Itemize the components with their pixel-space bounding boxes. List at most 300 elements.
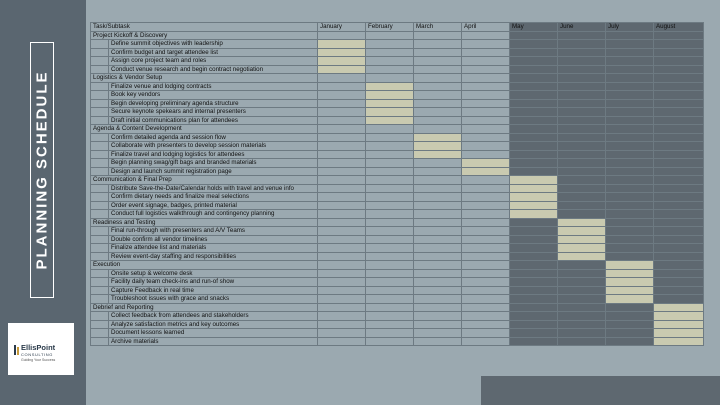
- phase-row: [91, 125, 704, 134]
- schedule-cell-active: [510, 201, 558, 210]
- schedule-cell: [318, 176, 366, 185]
- schedule-cell: [606, 74, 654, 83]
- footer-band-left: [86, 376, 481, 405]
- schedule-cell: [606, 337, 654, 346]
- schedule-cell: [366, 286, 414, 295]
- schedule-cell: [366, 57, 414, 66]
- schedule-cell: [366, 312, 414, 321]
- schedule-cell: [558, 193, 606, 202]
- schedule-cell: [654, 57, 704, 66]
- schedule-cell: [366, 74, 414, 83]
- schedule-cell: [318, 125, 366, 134]
- schedule-cell: [366, 125, 414, 134]
- schedule-cell: [318, 210, 366, 219]
- footer-band-right: [481, 376, 720, 405]
- schedule-cell: [606, 40, 654, 49]
- schedule-cell: [462, 286, 510, 295]
- schedule-cell: [366, 184, 414, 193]
- schedule-cell: [510, 278, 558, 287]
- schedule-cell: [462, 99, 510, 108]
- indent-cell: [91, 99, 109, 108]
- schedule-cell: [606, 320, 654, 329]
- schedule-cell: [654, 235, 704, 244]
- logo-tagline: Guiding Your Success: [21, 358, 56, 362]
- schedule-cell: [654, 184, 704, 193]
- schedule-cell: [318, 261, 366, 270]
- schedule-cell: [558, 125, 606, 134]
- table-header-row: [91, 23, 704, 32]
- indent-cell: [91, 193, 109, 202]
- schedule-cell: [414, 40, 462, 49]
- schedule-cell: [318, 201, 366, 210]
- task-row: [91, 167, 704, 176]
- schedule-cell: [558, 116, 606, 125]
- schedule-cell-active: [558, 244, 606, 253]
- schedule-cell: [318, 320, 366, 329]
- indent-cell: [91, 320, 109, 329]
- schedule-cell: [510, 167, 558, 176]
- schedule-cell: [414, 82, 462, 91]
- schedule-cell: [318, 269, 366, 278]
- schedule-cell: [414, 269, 462, 278]
- title-frame: [30, 42, 54, 298]
- task-label: Confirm budget and target attendee list: [109, 48, 318, 57]
- schedule-cell-active: [654, 312, 704, 321]
- schedule-cell: [414, 235, 462, 244]
- schedule-cell: [462, 312, 510, 321]
- schedule-cell: [510, 133, 558, 142]
- schedule-cell: [462, 74, 510, 83]
- schedule-cell: [606, 176, 654, 185]
- schedule-cell: [606, 99, 654, 108]
- schedule-cell: [654, 218, 704, 227]
- schedule-cell: [462, 48, 510, 57]
- task-row: [91, 244, 704, 253]
- indent-cell: [91, 108, 109, 117]
- schedule-cell: [606, 184, 654, 193]
- schedule-cell: [318, 31, 366, 40]
- indent-cell: [91, 329, 109, 338]
- schedule-cell: [366, 320, 414, 329]
- indent-cell: [91, 167, 109, 176]
- schedule-cell-active: [318, 48, 366, 57]
- task-label: Define summit objectives with leadership: [109, 40, 318, 49]
- schedule-cell: [558, 65, 606, 74]
- schedule-cell: [318, 133, 366, 142]
- schedule-cell: [318, 193, 366, 202]
- schedule-cell: [510, 235, 558, 244]
- month-header: April: [462, 23, 510, 32]
- schedule-cell-active: [366, 108, 414, 117]
- schedule-cell: [462, 235, 510, 244]
- schedule-cell: [654, 261, 704, 270]
- task-row: [91, 227, 704, 236]
- task-label: Conduct venue research and begin contract negotiation: [109, 65, 318, 74]
- phase-label: Logistics & Vendor Setup: [91, 74, 318, 83]
- indent-cell: [91, 40, 109, 49]
- task-label: Analyze satisfaction metrics and key outcomes: [109, 320, 318, 329]
- schedule-cell-active: [414, 133, 462, 142]
- month-header: February: [366, 23, 414, 32]
- schedule-cell: [510, 108, 558, 117]
- schedule-cell: [366, 218, 414, 227]
- task-row: [91, 269, 704, 278]
- task-row: [91, 159, 704, 168]
- phase-label: Agenda & Content Development: [91, 125, 318, 134]
- schedule-cell: [366, 201, 414, 210]
- schedule-cell: [654, 65, 704, 74]
- schedule-cell: [606, 150, 654, 159]
- schedule-cell: [606, 116, 654, 125]
- schedule-cell: [510, 269, 558, 278]
- schedule-cell: [558, 74, 606, 83]
- schedule-cell: [414, 91, 462, 100]
- schedule-cell: [558, 82, 606, 91]
- task-row: [91, 278, 704, 287]
- schedule-cell: [558, 312, 606, 321]
- schedule-cell: [462, 210, 510, 219]
- schedule-cell: [654, 82, 704, 91]
- schedule-cell: [366, 210, 414, 219]
- schedule-cell: [366, 235, 414, 244]
- schedule-cell: [462, 303, 510, 312]
- schedule-cell: [366, 261, 414, 270]
- schedule-cell: [462, 193, 510, 202]
- phase-row: [91, 31, 704, 40]
- schedule-cell: [318, 142, 366, 151]
- schedule-cell: [318, 295, 366, 304]
- schedule-cell: [414, 303, 462, 312]
- indent-cell: [91, 57, 109, 66]
- phase-label: Debrief and Reporting: [91, 303, 318, 312]
- schedule-cell: [414, 252, 462, 261]
- schedule-cell: [558, 40, 606, 49]
- indent-cell: [91, 184, 109, 193]
- schedule-cell-active: [510, 176, 558, 185]
- table-body: [91, 31, 704, 346]
- schedule-cell: [558, 337, 606, 346]
- schedule-cell: [654, 40, 704, 49]
- task-label: Design and launch summit registration page: [109, 167, 318, 176]
- task-label: Capture Feedback in real time: [109, 286, 318, 295]
- task-label: Begin developing preliminary agenda structure: [109, 99, 318, 108]
- schedule-cell: [654, 295, 704, 304]
- schedule-cell-active: [366, 82, 414, 91]
- schedule-cell: [558, 201, 606, 210]
- schedule-cell: [462, 227, 510, 236]
- phase-label: Readiness and Testing: [91, 218, 318, 227]
- schedule-cell: [510, 116, 558, 125]
- phase-label: Project Kickoff & Discovery: [91, 31, 318, 40]
- schedule-cell: [510, 320, 558, 329]
- schedule-cell: [654, 91, 704, 100]
- schedule-cell-active: [462, 167, 510, 176]
- schedule-cell: [462, 31, 510, 40]
- schedule-cell: [558, 295, 606, 304]
- task-label: Facility daily team check-ins and run-of show: [109, 278, 318, 287]
- month-header: August: [654, 23, 704, 32]
- schedule-cell: [366, 303, 414, 312]
- schedule-cell: [558, 91, 606, 100]
- task-label: Begin planning swag/gift bags and branded materials: [109, 159, 318, 168]
- schedule-cell: [462, 320, 510, 329]
- schedule-cell: [414, 261, 462, 270]
- schedule-cell: [462, 142, 510, 151]
- schedule-cell-active: [414, 142, 462, 151]
- task-row: [91, 133, 704, 142]
- task-row: [91, 184, 704, 193]
- schedule-cell: [606, 91, 654, 100]
- schedule-cell: [318, 82, 366, 91]
- schedule-cell: [462, 82, 510, 91]
- schedule-cell-active: [558, 235, 606, 244]
- month-header: March: [414, 23, 462, 32]
- schedule-cell: [606, 329, 654, 338]
- schedule-cell: [462, 40, 510, 49]
- schedule-cell: [462, 57, 510, 66]
- schedule-cell-active: [558, 252, 606, 261]
- task-label: Collect feedback from attendees and stakeholders: [109, 312, 318, 321]
- schedule-cell: [606, 252, 654, 261]
- schedule-cell: [654, 210, 704, 219]
- schedule-cell: [510, 227, 558, 236]
- schedule-cell: [654, 227, 704, 236]
- task-label: Confirm detailed agenda and session flow: [109, 133, 318, 142]
- task-row: [91, 252, 704, 261]
- schedule-cell: [414, 65, 462, 74]
- schedule-cell: [414, 57, 462, 66]
- task-row: [91, 320, 704, 329]
- schedule-cell: [606, 65, 654, 74]
- indent-cell: [91, 244, 109, 253]
- schedule-cell: [318, 99, 366, 108]
- schedule-cell: [510, 99, 558, 108]
- schedule-cell: [654, 125, 704, 134]
- schedule-cell: [558, 269, 606, 278]
- schedule-cell: [654, 286, 704, 295]
- schedule-cell: [414, 48, 462, 57]
- schedule-cell: [558, 303, 606, 312]
- schedule-cell: [318, 278, 366, 287]
- schedule-cell: [558, 167, 606, 176]
- schedule-cell-active: [366, 91, 414, 100]
- schedule-cell: [462, 133, 510, 142]
- logo-name: EllisPoint: [21, 343, 56, 352]
- phase-row: [91, 218, 704, 227]
- schedule-cell: [414, 99, 462, 108]
- schedule-cell: [414, 125, 462, 134]
- schedule-cell: [366, 31, 414, 40]
- task-row: [91, 142, 704, 151]
- schedule-cell: [318, 244, 366, 253]
- schedule-cell: [654, 201, 704, 210]
- schedule-cell: [318, 312, 366, 321]
- schedule-cell: [366, 252, 414, 261]
- schedule-cell: [414, 286, 462, 295]
- schedule-cell: [318, 184, 366, 193]
- task-label: Assign core project team and roles: [109, 57, 318, 66]
- schedule-cell: [366, 227, 414, 236]
- schedule-cell: [318, 150, 366, 159]
- schedule-cell-active: [414, 150, 462, 159]
- schedule-cell: [414, 278, 462, 287]
- schedule-cell: [510, 48, 558, 57]
- schedule-cell: [318, 235, 366, 244]
- schedule-cell: [510, 74, 558, 83]
- task-row: [91, 329, 704, 338]
- schedule-cell: [366, 278, 414, 287]
- task-label: Collaborate with presenters to develop session materials: [109, 142, 318, 151]
- schedule-cell: [606, 57, 654, 66]
- schedule-cell: [414, 337, 462, 346]
- schedule-cell: [462, 108, 510, 117]
- schedule-cell: [366, 159, 414, 168]
- schedule-cell: [606, 235, 654, 244]
- schedule-cell: [654, 116, 704, 125]
- schedule-cell: [318, 116, 366, 125]
- schedule-cell-active: [462, 159, 510, 168]
- schedule-cell: [510, 252, 558, 261]
- schedule-cell: [606, 193, 654, 202]
- schedule-cell: [366, 176, 414, 185]
- schedule-cell: [654, 278, 704, 287]
- schedule-cell: [558, 48, 606, 57]
- schedule-cell: [558, 261, 606, 270]
- task-label: Archive materials: [109, 337, 318, 346]
- schedule-cell: [462, 65, 510, 74]
- schedule-cell: [318, 329, 366, 338]
- schedule-cell-active: [366, 116, 414, 125]
- indent-cell: [91, 116, 109, 125]
- task-row: [91, 312, 704, 321]
- schedule-cell-active: [654, 329, 704, 338]
- indent-cell: [91, 252, 109, 261]
- schedule-cell: [414, 320, 462, 329]
- schedule-cell: [462, 218, 510, 227]
- schedule-cell: [558, 150, 606, 159]
- indent-cell: [91, 295, 109, 304]
- task-row: [91, 286, 704, 295]
- schedule-cell: [510, 303, 558, 312]
- schedule-cell: [462, 295, 510, 304]
- schedule-cell: [366, 337, 414, 346]
- schedule-cell-active: [606, 286, 654, 295]
- schedule-cell: [654, 133, 704, 142]
- schedule-cell: [462, 150, 510, 159]
- schedule-cell: [366, 329, 414, 338]
- schedule-cell: [318, 218, 366, 227]
- month-header: May: [510, 23, 558, 32]
- schedule-cell: [606, 142, 654, 151]
- schedule-cell: [414, 244, 462, 253]
- phase-row: [91, 74, 704, 83]
- month-header: June: [558, 23, 606, 32]
- indent-cell: [91, 82, 109, 91]
- schedule-cell: [414, 312, 462, 321]
- schedule-cell: [606, 201, 654, 210]
- schedule-cell: [318, 227, 366, 236]
- schedule-cell-active: [510, 193, 558, 202]
- task-row: [91, 108, 704, 117]
- schedule-cell: [366, 167, 414, 176]
- task-row: [91, 82, 704, 91]
- schedule-cell: [366, 133, 414, 142]
- task-label: Finalize travel and lodging logistics for attendees: [109, 150, 318, 159]
- indent-cell: [91, 210, 109, 219]
- schedule-cell: [606, 48, 654, 57]
- schedule-cell: [510, 57, 558, 66]
- schedule-cell: [462, 125, 510, 134]
- schedule-cell: [510, 125, 558, 134]
- schedule-cell-active: [510, 210, 558, 219]
- task-row: [91, 235, 704, 244]
- schedule-cell: [414, 108, 462, 117]
- schedule-cell: [654, 31, 704, 40]
- schedule-cell-active: [318, 65, 366, 74]
- task-row: [91, 65, 704, 74]
- schedule-cell: [558, 329, 606, 338]
- schedule-cell: [510, 295, 558, 304]
- schedule-cell-active: [606, 278, 654, 287]
- schedule-cell: [654, 150, 704, 159]
- schedule-cell: [318, 167, 366, 176]
- schedule-table: [90, 22, 704, 346]
- schedule-cell: [510, 159, 558, 168]
- schedule-cell: [462, 278, 510, 287]
- schedule-cell: [462, 337, 510, 346]
- schedule-cell: [606, 31, 654, 40]
- schedule-cell: [414, 227, 462, 236]
- schedule-cell: [558, 176, 606, 185]
- task-label: Distribute Save-the-Date/Calendar holds with travel and venue info: [109, 184, 318, 193]
- schedule-cell: [414, 74, 462, 83]
- task-label: Confirm dietary needs and finalize meal selections: [109, 193, 318, 202]
- task-label: Document lessons learned: [109, 329, 318, 338]
- schedule-cell: [366, 65, 414, 74]
- task-row: [91, 150, 704, 159]
- logo-mark-icon: [14, 345, 20, 355]
- indent-cell: [91, 133, 109, 142]
- phase-row: [91, 303, 704, 312]
- schedule-cell: [414, 31, 462, 40]
- page-title: PLANNING SCHEDULE: [33, 70, 51, 270]
- schedule-cell: [606, 108, 654, 117]
- indent-cell: [91, 150, 109, 159]
- indent-cell: [91, 91, 109, 100]
- schedule-cell: [462, 201, 510, 210]
- schedule-cell: [414, 201, 462, 210]
- schedule-cell: [462, 91, 510, 100]
- schedule-cell-active: [654, 320, 704, 329]
- schedule-cell: [366, 295, 414, 304]
- schedule-cell: [510, 244, 558, 253]
- schedule-cell: [654, 269, 704, 278]
- schedule-cell: [462, 176, 510, 185]
- schedule-cell: [558, 210, 606, 219]
- schedule-cell: [414, 167, 462, 176]
- schedule-cell: [558, 142, 606, 151]
- indent-cell: [91, 312, 109, 321]
- schedule-cell: [366, 193, 414, 202]
- schedule-cell: [654, 193, 704, 202]
- task-label: Troubleshoot issues with grace and snacks: [109, 295, 318, 304]
- schedule-cell-active: [654, 303, 704, 312]
- task-row: [91, 116, 704, 125]
- schedule-cell: [558, 184, 606, 193]
- schedule-cell-active: [654, 337, 704, 346]
- schedule-cell: [414, 159, 462, 168]
- indent-cell: [91, 159, 109, 168]
